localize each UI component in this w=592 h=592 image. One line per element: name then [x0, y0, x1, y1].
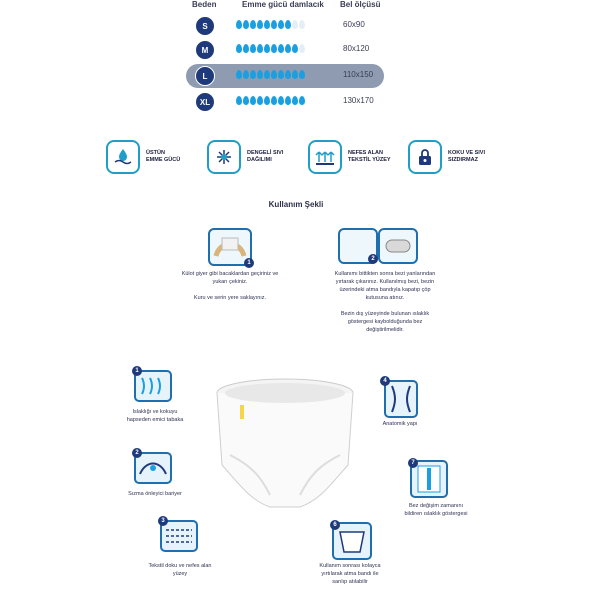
drop-icon [299, 44, 305, 53]
drop-icon [278, 70, 284, 79]
drop-icon [264, 96, 270, 105]
drop-icon [236, 96, 242, 105]
drop-icon [264, 70, 270, 79]
feature-label: TEKSTİL YÜZEY [348, 157, 391, 163]
step-text: kutusuna atınız. [365, 295, 405, 301]
drop-icon [243, 70, 249, 79]
step2-image [338, 228, 418, 262]
callout-line: yırtılarak atma bandı ile [321, 571, 379, 577]
drop-icon [285, 44, 291, 53]
size-row-s [190, 16, 390, 36]
step-number: 1 [244, 258, 254, 268]
callout-line: Sızma önleyici bariyer [128, 491, 182, 497]
drop-icon [271, 70, 277, 79]
feature-label: SIZDIRMAZ [448, 157, 478, 163]
step-text: Kuru ve serin yere saklayınız. [193, 295, 267, 301]
callout-line: Anatomik yapı [382, 421, 418, 427]
feature-label: NEFES ALAN [348, 150, 383, 156]
size-badge: S [195, 16, 215, 36]
drop-icon [271, 20, 277, 29]
absorbency-drops [236, 70, 305, 82]
step-text: Bezin dış yüzeyinde bulunan ıslaklık [340, 311, 430, 317]
step-text: Külot giyer gibi bacaklardan geçiriniz ve [181, 271, 279, 277]
header-absorbency: Emme gücü damlacık [242, 0, 324, 9]
wetness-indicator-icon [410, 460, 448, 498]
callout-text [386, 502, 486, 518]
callout-text [370, 420, 430, 428]
step-text: üzerindeki atma bandıyla kapatıp çöp [339, 287, 431, 293]
drop-icon [271, 96, 277, 105]
drop-icon [257, 44, 263, 53]
drop-icon [236, 44, 242, 53]
size-badge: L [195, 66, 215, 86]
absorbent-layer-icon [134, 370, 172, 402]
callout-text [300, 562, 400, 586]
callout-text [110, 408, 200, 424]
drop-icon [243, 20, 249, 29]
size-badge: M [195, 40, 215, 60]
callout-line: yüzey [172, 571, 188, 577]
header-waist: Bel ölçüsü [340, 0, 381, 9]
callout-line: Tekstil doku ve nefes alan [148, 563, 212, 569]
drop-icon [271, 44, 277, 53]
absorbency-drops [236, 96, 305, 108]
feature-absorbency [106, 140, 180, 174]
feature-label: KOKU VE SIVI [448, 150, 485, 156]
drop-icon [278, 20, 284, 29]
step-text: yırtarak çıkarınız. Kullanılmış bezi, bezin [335, 279, 435, 285]
drop-icon [243, 96, 249, 105]
callout-number: 1 [132, 366, 142, 376]
callout-number: 7 [408, 458, 418, 468]
product-image [210, 375, 360, 515]
lock-icon [408, 140, 442, 174]
textile-surface-icon [160, 520, 198, 552]
leak-barrier-icon [134, 452, 172, 484]
drop-icon [292, 44, 298, 53]
drop-icon [299, 70, 305, 79]
size-row-l [190, 66, 390, 86]
waist-measurement: 130x170 [343, 96, 374, 105]
tear-tape-icon [332, 522, 372, 560]
drop-icon [257, 70, 263, 79]
step-text: yukarı çekiniz. [212, 279, 248, 285]
step-text: Kullanımı bittikten sonra bezi yanlarından [334, 271, 436, 277]
step2-text [310, 270, 460, 334]
drop-icon [236, 70, 242, 79]
drop-icon [292, 70, 298, 79]
callout-number: 3 [158, 516, 168, 526]
step-text: değiştirilmelidir. [366, 327, 404, 333]
drop-icon [299, 20, 305, 29]
callout-number: 2 [132, 448, 142, 458]
absorbency-icon [106, 140, 140, 174]
absorbency-drops [236, 44, 305, 56]
anatomic-icon [384, 380, 418, 418]
drop-icon [264, 20, 270, 29]
callout-line: hapseden emici tabaka [126, 417, 184, 423]
breathable-icon [308, 140, 342, 174]
callout-text [125, 562, 235, 578]
size-row-xl [190, 92, 390, 112]
header-size: Beden [192, 0, 217, 9]
drop-icon [236, 20, 242, 29]
drop-icon [250, 70, 256, 79]
callout-text [110, 490, 200, 498]
drop-icon [292, 20, 298, 29]
drop-icon [278, 96, 284, 105]
feature-breathable [308, 140, 391, 174]
callout-line: Islaklığı ve kokuyu [132, 409, 178, 415]
waist-measurement: 110x150 [343, 70, 374, 79]
waist-measurement: 80x120 [343, 44, 370, 53]
feature-label: DAĞILIMI [247, 157, 272, 163]
drop-icon [250, 44, 256, 53]
step-number: 2 [368, 254, 378, 264]
callout-number: 4 [380, 376, 390, 386]
drop-icon [250, 96, 256, 105]
drop-icon [243, 44, 249, 53]
step1-text [160, 270, 300, 302]
feature-label: DENGELİ SIVI [247, 150, 284, 156]
size-badge: XL [195, 92, 215, 112]
drop-icon [292, 96, 298, 105]
distribution-icon [207, 140, 241, 174]
drop-icon [285, 96, 291, 105]
feature-distribution [207, 140, 283, 174]
step1-image [208, 228, 252, 266]
drop-icon [285, 20, 291, 29]
callout-line: Bez değişim zamanını [408, 503, 464, 509]
drop-icon [278, 44, 284, 53]
absorbency-drops [236, 20, 305, 32]
usage-title: Kullanım Şekli [268, 200, 324, 209]
callout-line: Kullanım sonrası kolayca [319, 563, 381, 569]
drop-icon [257, 96, 263, 105]
drop-icon [257, 20, 263, 29]
drop-icon [264, 44, 270, 53]
feature-label: ÜSTÜN [146, 150, 165, 156]
step-text: göstergesi kaybolduğunda bez [347, 319, 423, 325]
callout-line: bildiren ıslaklık göstergesi [404, 511, 468, 517]
callout-number: 6 [330, 520, 340, 530]
waist-measurement: 60x90 [343, 20, 365, 29]
size-row-m [190, 40, 390, 60]
feature-lock [408, 140, 485, 174]
drop-icon [250, 20, 256, 29]
drop-icon [285, 70, 291, 79]
callout-line: sarılıp atılabilir [332, 579, 368, 585]
feature-label: EMME GÜCÜ [146, 157, 181, 163]
drop-icon [299, 96, 305, 105]
